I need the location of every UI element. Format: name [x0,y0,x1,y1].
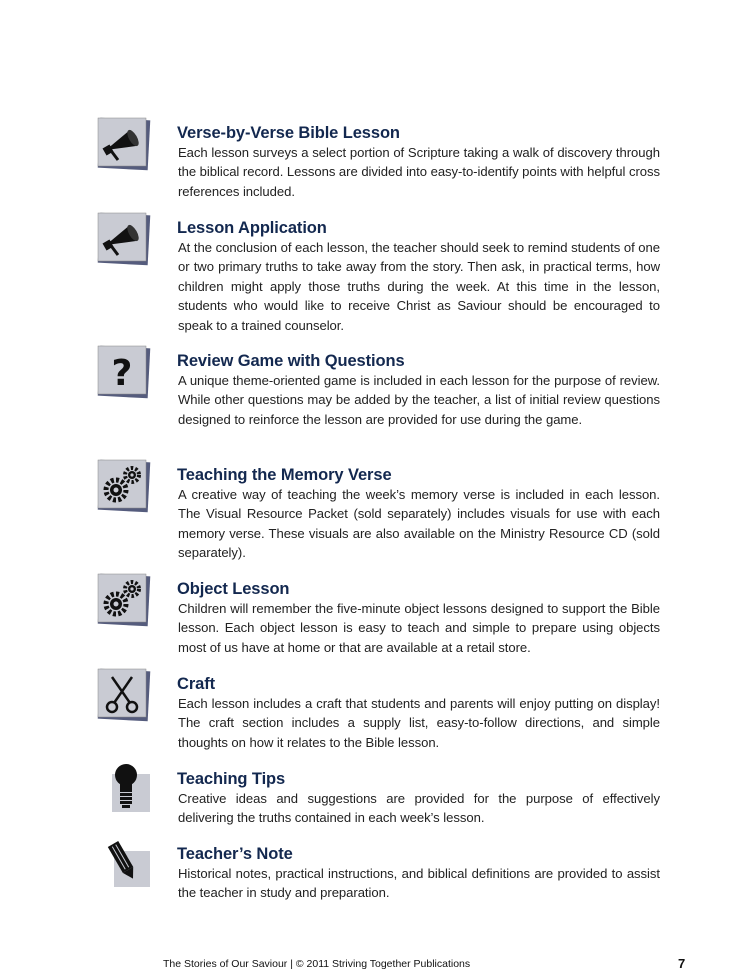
section-title: Object Lesson [177,580,290,598]
section-title: Teacher’s Note [177,845,293,863]
gears-icon [96,458,152,514]
section-body: Historical notes, practical instructions, and biblical definitions are provided to assist the teacher in study and preparation. [178,866,660,901]
page-footer: The Stories of Our Saviour | © 2011 Striving Together Publications [163,958,471,970]
section-title: Craft [177,675,216,693]
pencil-icon [96,837,152,893]
section-title: Teaching Tips [177,770,286,788]
megaphone-icon [96,211,152,267]
section-body: Each lesson includes a craft that students and parents will enjoy putting on display! The craft section includes a supply list, easy-to-follow directions, and simple thoughts on how it relates to the Bible lesson. [178,696,660,750]
svg-text:?: ? [111,353,133,394]
section-title: Teaching the Memory Verse [177,466,392,484]
question-mark-icon [96,344,152,400]
gears-icon [96,572,152,628]
section-title: Review Game with Questions [177,352,405,370]
section-title: Lesson Application [177,219,327,237]
section-title: Verse-by-Verse Bible Lesson [177,124,400,142]
section-body: Each lesson surveys a select portion of Scripture taking a walk of discovery through the biblical record. Lessons are divided into easy-to-identify points with helpful cross references included. [178,145,660,199]
scissors-icon [96,667,152,723]
lightbulb-icon [96,762,152,818]
section-body: A unique theme-oriented game is included in each lesson for the purpose of review. While other questions may be added by the teacher, a list of initial review questions designed to reinforce the lesson are provided for use during the game. [178,373,660,427]
section-body: Creative ideas and suggestions are provided for the purpose of effectively delivering the truths contained in each week’s lesson. [178,791,660,826]
section-body: At the conclusion of each lesson, the teacher should seek to remind students of one or two primary truths to take away from the story. Then ask, in practical terms, how children might apply those truths during the week. At this time in the lesson, students who would like to receive Christ as Saviour should be encouraged to speak to a trained counselor. [178,240,660,333]
section-body: A creative way of teaching the week’s memory verse is included in each lesson. The Visual Resource Packet (sold separately) includes visuals for use with each memory verse. These visuals are also available on the Ministry Resource CD (sold separately). [178,487,660,561]
megaphone-icon [96,116,152,172]
section-body: Children will remember the five-minute object lessons designed to support the Bible lesson. Each object lesson is easy to teach and simple to prepare using objects most of us have at home or that are available at a retail store. [178,601,660,655]
page-number: 7 [678,956,686,971]
